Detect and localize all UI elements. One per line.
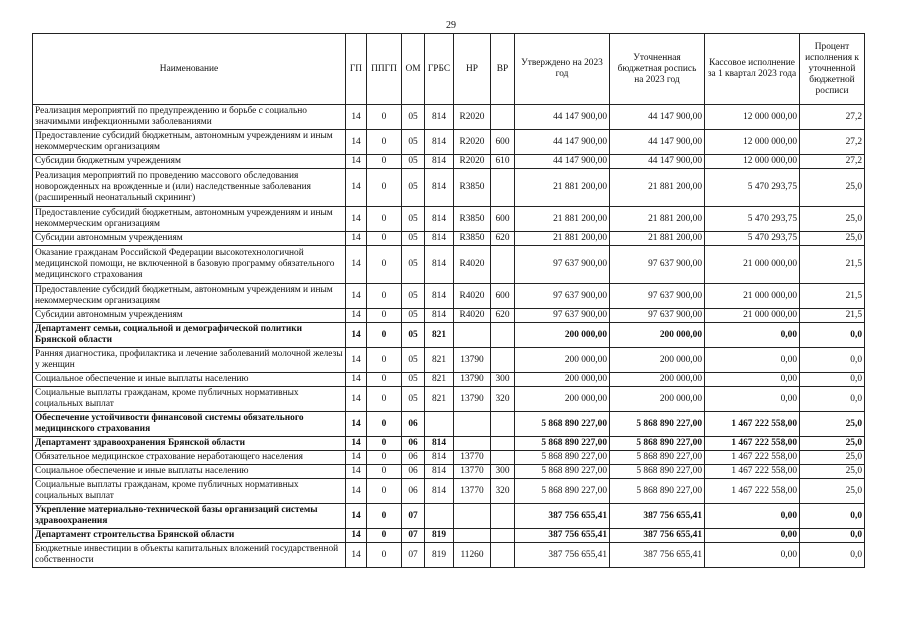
cell-gp: 14	[346, 169, 367, 207]
cell-np: R4020	[454, 246, 491, 284]
cell-np: 13770	[454, 451, 491, 465]
table-row	[33, 543, 865, 568]
cell-pct: 25,0	[800, 479, 865, 504]
cell-name: Субсидии автономным учреждениям	[33, 232, 346, 246]
cell-vr	[491, 437, 515, 451]
cell-vr: 620	[491, 309, 515, 323]
cell-om: 05	[402, 232, 425, 246]
cell-gp: 14	[346, 232, 367, 246]
cell-name: Бюджетные инвестиции в объекты капитальных вложений государственной собственности	[33, 543, 346, 568]
cell-np: R3850	[454, 169, 491, 207]
cell-ppgp: 0	[367, 387, 402, 412]
cell-cash: 12 000 000,00	[705, 105, 800, 130]
table-row	[33, 309, 865, 323]
cell-gp: 14	[346, 130, 367, 155]
cell-gp: 14	[346, 437, 367, 451]
cell-updated: 200 000,00	[610, 373, 705, 387]
cell-name: Обеспечение устойчивости финансовой системы обязательного медицинского страхования	[33, 412, 346, 437]
cell-pct: 27,2	[800, 130, 865, 155]
cell-cash: 0,00	[705, 323, 800, 348]
cell-pct: 27,2	[800, 155, 865, 169]
cell-grbs: 821	[425, 387, 454, 412]
cell-grbs: 821	[425, 348, 454, 373]
cell-grbs: 821	[425, 373, 454, 387]
cell-ppgp: 0	[367, 504, 402, 529]
header-name: Наименование	[33, 34, 346, 105]
cell-approved: 97 637 900,00	[515, 246, 610, 284]
cell-om: 05	[402, 207, 425, 232]
cell-ppgp: 0	[367, 155, 402, 169]
cell-vr	[491, 323, 515, 348]
cell-gp: 14	[346, 373, 367, 387]
cell-gp: 14	[346, 207, 367, 232]
table-row	[33, 232, 865, 246]
cell-approved: 44 147 900,00	[515, 130, 610, 155]
cell-gp: 14	[346, 387, 367, 412]
cell-grbs: 814	[425, 105, 454, 130]
cell-updated: 21 881 200,00	[610, 207, 705, 232]
header-grbs: ГРБС	[425, 34, 454, 105]
cell-ppgp: 0	[367, 246, 402, 284]
table-row	[33, 479, 865, 504]
cell-approved: 5 868 890 227,00	[515, 451, 610, 465]
cell-vr: 300	[491, 465, 515, 479]
cell-om: 07	[402, 543, 425, 568]
cell-grbs: 814	[425, 309, 454, 323]
cell-grbs: 814	[425, 130, 454, 155]
header-gp: ГП	[346, 34, 367, 105]
cell-vr: 610	[491, 155, 515, 169]
cell-pct: 0,0	[800, 504, 865, 529]
cell-approved: 21 881 200,00	[515, 232, 610, 246]
budget-table	[32, 33, 865, 568]
cell-cash: 1 467 222 558,00	[705, 465, 800, 479]
cell-vr: 600	[491, 207, 515, 232]
cell-np: R4020	[454, 284, 491, 309]
cell-om: 06	[402, 412, 425, 437]
cell-vr: 320	[491, 479, 515, 504]
cell-approved: 200 000,00	[515, 387, 610, 412]
cell-approved: 200 000,00	[515, 323, 610, 348]
cell-name: Субсидии автономным учреждениям	[33, 309, 346, 323]
cell-name: Предоставление субсидий бюджетным, автономным учреждениям и иным некоммерческим организациям	[33, 130, 346, 155]
cell-pct: 27,2	[800, 105, 865, 130]
table-row	[33, 323, 865, 348]
cell-grbs: 814	[425, 232, 454, 246]
cell-vr: 600	[491, 284, 515, 309]
header-ppgp: ППГП	[367, 34, 402, 105]
cell-grbs: 814	[425, 451, 454, 465]
cell-ppgp: 0	[367, 309, 402, 323]
cell-ppgp: 0	[367, 437, 402, 451]
table-row	[33, 529, 865, 543]
cell-ppgp: 0	[367, 323, 402, 348]
cell-grbs: 819	[425, 529, 454, 543]
cell-pct: 0,0	[800, 373, 865, 387]
cell-name: Департамент здравоохранения Брянской области	[33, 437, 346, 451]
cell-gp: 14	[346, 451, 367, 465]
table-row	[33, 284, 865, 309]
cell-updated: 5 868 890 227,00	[610, 479, 705, 504]
cell-pct: 25,0	[800, 451, 865, 465]
cell-cash: 0,00	[705, 504, 800, 529]
cell-ppgp: 0	[367, 451, 402, 465]
cell-name: Оказание гражданам Российской Федерации высокотехнологичной медицинской помощи, не включенной в базовую программу обязательного медицинского страхования	[33, 246, 346, 284]
cell-pct: 25,0	[800, 169, 865, 207]
cell-name: Социальное обеспечение и иные выплаты населению	[33, 373, 346, 387]
cell-cash: 1 467 222 558,00	[705, 437, 800, 451]
cell-approved: 387 756 655,41	[515, 504, 610, 529]
table-body	[33, 105, 865, 568]
cell-om: 05	[402, 309, 425, 323]
cell-pct: 0,0	[800, 387, 865, 412]
cell-np	[454, 323, 491, 348]
cell-name: Укрепление материально-технической базы организаций системы здравоохранения	[33, 504, 346, 529]
cell-pct: 0,0	[800, 543, 865, 568]
cell-om: 07	[402, 504, 425, 529]
cell-om: 05	[402, 348, 425, 373]
cell-np	[454, 412, 491, 437]
table-row	[33, 437, 865, 451]
cell-ppgp: 0	[367, 169, 402, 207]
cell-cash: 1 467 222 558,00	[705, 479, 800, 504]
cell-om: 05	[402, 284, 425, 309]
header-cash: Кассовое исполнение за 1 квартал 2023 года	[705, 34, 800, 105]
cell-np: 13790	[454, 387, 491, 412]
cell-cash: 0,00	[705, 387, 800, 412]
cell-approved: 200 000,00	[515, 373, 610, 387]
cell-cash: 1 467 222 558,00	[705, 412, 800, 437]
header-updated: Уточненная бюджетная роспись на 2023 год	[610, 34, 705, 105]
cell-cash: 21 000 000,00	[705, 309, 800, 323]
table-row	[33, 387, 865, 412]
cell-approved: 21 881 200,00	[515, 207, 610, 232]
cell-cash: 0,00	[705, 529, 800, 543]
cell-pct: 21,5	[800, 284, 865, 309]
cell-approved: 5 868 890 227,00	[515, 412, 610, 437]
cell-om: 05	[402, 130, 425, 155]
table-row	[33, 169, 865, 207]
cell-ppgp: 0	[367, 284, 402, 309]
table-row	[33, 465, 865, 479]
header-vr: ВР	[491, 34, 515, 105]
cell-pct: 0,0	[800, 323, 865, 348]
cell-om: 06	[402, 437, 425, 451]
cell-updated: 5 868 890 227,00	[610, 412, 705, 437]
cell-grbs: 814	[425, 169, 454, 207]
cell-approved: 44 147 900,00	[515, 105, 610, 130]
cell-np: R3850	[454, 232, 491, 246]
cell-name: Предоставление субсидий бюджетным, автономным учреждениям и иным некоммерческим организациям	[33, 284, 346, 309]
cell-pct: 0,0	[800, 529, 865, 543]
cell-grbs	[425, 504, 454, 529]
cell-cash: 12 000 000,00	[705, 155, 800, 169]
cell-gp: 14	[346, 309, 367, 323]
table-row	[33, 105, 865, 130]
table-header	[33, 34, 865, 105]
cell-om: 06	[402, 465, 425, 479]
cell-approved: 5 868 890 227,00	[515, 479, 610, 504]
cell-approved: 5 868 890 227,00	[515, 437, 610, 451]
cell-grbs: 821	[425, 323, 454, 348]
cell-updated: 200 000,00	[610, 387, 705, 412]
cell-updated: 21 881 200,00	[610, 232, 705, 246]
cell-gp: 14	[346, 479, 367, 504]
cell-updated: 97 637 900,00	[610, 309, 705, 323]
cell-approved: 387 756 655,41	[515, 543, 610, 568]
table-row	[33, 155, 865, 169]
cell-np	[454, 437, 491, 451]
table-row	[33, 207, 865, 232]
cell-approved: 387 756 655,41	[515, 529, 610, 543]
cell-grbs: 814	[425, 284, 454, 309]
cell-updated: 44 147 900,00	[610, 130, 705, 155]
cell-ppgp: 0	[367, 207, 402, 232]
cell-gp: 14	[346, 284, 367, 309]
cell-np: 13770	[454, 479, 491, 504]
cell-np: R2020	[454, 155, 491, 169]
cell-np: R2020	[454, 105, 491, 130]
cell-pct: 25,0	[800, 465, 865, 479]
cell-om: 07	[402, 529, 425, 543]
cell-name: Социальные выплаты гражданам, кроме публичных нормативных социальных выплат	[33, 387, 346, 412]
cell-np: R3850	[454, 207, 491, 232]
cell-vr	[491, 105, 515, 130]
header-np: НР	[454, 34, 491, 105]
cell-grbs: 814	[425, 246, 454, 284]
cell-cash: 21 000 000,00	[705, 284, 800, 309]
cell-np: R2020	[454, 130, 491, 155]
cell-vr	[491, 529, 515, 543]
cell-np: R4020	[454, 309, 491, 323]
cell-vr	[491, 451, 515, 465]
cell-gp: 14	[346, 246, 367, 284]
cell-name: Обязательное медицинское страхование неработающего населения	[33, 451, 346, 465]
cell-name: Субсидии бюджетным учреждениям	[33, 155, 346, 169]
cell-ppgp: 0	[367, 373, 402, 387]
cell-cash: 0,00	[705, 373, 800, 387]
cell-cash: 5 470 293,75	[705, 169, 800, 207]
cell-np	[454, 504, 491, 529]
cell-np: 13790	[454, 373, 491, 387]
cell-updated: 97 637 900,00	[610, 246, 705, 284]
cell-pct: 21,5	[800, 246, 865, 284]
cell-om: 06	[402, 451, 425, 465]
cell-name: Реализация мероприятий по проведению массового обследования новорожденных на врожденные и (или) наследственные заболевания (расширенный неонатальный скрининг)	[33, 169, 346, 207]
table-row	[33, 373, 865, 387]
cell-updated: 21 881 200,00	[610, 169, 705, 207]
cell-name: Социальное обеспечение и иные выплаты населению	[33, 465, 346, 479]
cell-approved: 200 000,00	[515, 348, 610, 373]
cell-om: 05	[402, 323, 425, 348]
cell-gp: 14	[346, 105, 367, 130]
cell-gp: 14	[346, 529, 367, 543]
cell-gp: 14	[346, 465, 367, 479]
table-row	[33, 130, 865, 155]
cell-om: 05	[402, 373, 425, 387]
cell-gp: 14	[346, 543, 367, 568]
cell-vr	[491, 348, 515, 373]
cell-updated: 200 000,00	[610, 323, 705, 348]
cell-vr: 600	[491, 130, 515, 155]
header-om: ОМ	[402, 34, 425, 105]
cell-updated: 387 756 655,41	[610, 529, 705, 543]
cell-approved: 5 868 890 227,00	[515, 465, 610, 479]
cell-vr	[491, 543, 515, 568]
cell-vr	[491, 412, 515, 437]
cell-name: Предоставление субсидий бюджетным, автономным учреждениям и иным некоммерческим организациям	[33, 207, 346, 232]
cell-updated: 5 868 890 227,00	[610, 465, 705, 479]
cell-pct: 25,0	[800, 207, 865, 232]
table-row	[33, 348, 865, 373]
cell-grbs: 814	[425, 437, 454, 451]
cell-approved: 44 147 900,00	[515, 155, 610, 169]
cell-gp: 14	[346, 323, 367, 348]
cell-om: 05	[402, 387, 425, 412]
cell-vr: 300	[491, 373, 515, 387]
cell-approved: 21 881 200,00	[515, 169, 610, 207]
cell-ppgp: 0	[367, 348, 402, 373]
cell-om: 06	[402, 479, 425, 504]
cell-updated: 5 868 890 227,00	[610, 451, 705, 465]
cell-np: 11260	[454, 543, 491, 568]
cell-pct: 0,0	[800, 348, 865, 373]
cell-cash: 0,00	[705, 348, 800, 373]
cell-gp: 14	[346, 504, 367, 529]
cell-updated: 44 147 900,00	[610, 105, 705, 130]
cell-vr: 620	[491, 232, 515, 246]
cell-gp: 14	[346, 155, 367, 169]
cell-name: Реализация мероприятий по предупреждению и борьбе с социально значимыми инфекционными заболеваниями	[33, 105, 346, 130]
cell-cash: 1 467 222 558,00	[705, 451, 800, 465]
cell-updated: 200 000,00	[610, 348, 705, 373]
cell-updated: 387 756 655,41	[610, 543, 705, 568]
cell-name: Социальные выплаты гражданам, кроме публичных нормативных социальных выплат	[33, 479, 346, 504]
table-row	[33, 246, 865, 284]
cell-ppgp: 0	[367, 465, 402, 479]
cell-ppgp: 0	[367, 479, 402, 504]
cell-ppgp: 0	[367, 543, 402, 568]
cell-cash: 0,00	[705, 543, 800, 568]
header-pct: Процент исполнения к уточненной бюджетной росписи	[800, 34, 865, 105]
cell-name: Департамент семьи, социальной и демографической политики Брянской области	[33, 323, 346, 348]
cell-grbs: 814	[425, 155, 454, 169]
cell-om: 05	[402, 105, 425, 130]
cell-np: 13790	[454, 348, 491, 373]
cell-np	[454, 529, 491, 543]
header-approved: Утверждено на 2023 год	[515, 34, 610, 105]
cell-ppgp: 0	[367, 529, 402, 543]
cell-grbs	[425, 412, 454, 437]
cell-grbs: 819	[425, 543, 454, 568]
cell-updated: 387 756 655,41	[610, 504, 705, 529]
cell-pct: 21,5	[800, 309, 865, 323]
table-row	[33, 504, 865, 529]
cell-ppgp: 0	[367, 412, 402, 437]
cell-approved: 97 637 900,00	[515, 284, 610, 309]
cell-om: 05	[402, 155, 425, 169]
cell-cash: 21 000 000,00	[705, 246, 800, 284]
cell-name: Департамент строительства Брянской области	[33, 529, 346, 543]
cell-approved: 97 637 900,00	[515, 309, 610, 323]
cell-grbs: 814	[425, 479, 454, 504]
cell-updated: 5 868 890 227,00	[610, 437, 705, 451]
cell-gp: 14	[346, 412, 367, 437]
cell-pct: 25,0	[800, 232, 865, 246]
table-row	[33, 412, 865, 437]
cell-om: 05	[402, 246, 425, 284]
cell-np: 13770	[454, 465, 491, 479]
page-number: 29	[446, 20, 456, 31]
cell-cash: 5 470 293,75	[705, 207, 800, 232]
cell-updated: 44 147 900,00	[610, 155, 705, 169]
cell-vr	[491, 504, 515, 529]
cell-cash: 5 470 293,75	[705, 232, 800, 246]
cell-pct: 25,0	[800, 412, 865, 437]
cell-ppgp: 0	[367, 105, 402, 130]
cell-grbs: 814	[425, 207, 454, 232]
cell-vr	[491, 169, 515, 207]
table-row	[33, 451, 865, 465]
cell-vr	[491, 246, 515, 284]
cell-grbs: 814	[425, 465, 454, 479]
cell-om: 05	[402, 169, 425, 207]
cell-ppgp: 0	[367, 232, 402, 246]
cell-pct: 25,0	[800, 437, 865, 451]
cell-cash: 12 000 000,00	[705, 130, 800, 155]
cell-name: Ранняя диагностика, профилактика и лечение заболеваний молочной железы у женщин	[33, 348, 346, 373]
cell-vr: 320	[491, 387, 515, 412]
cell-updated: 97 637 900,00	[610, 284, 705, 309]
cell-gp: 14	[346, 348, 367, 373]
cell-ppgp: 0	[367, 130, 402, 155]
